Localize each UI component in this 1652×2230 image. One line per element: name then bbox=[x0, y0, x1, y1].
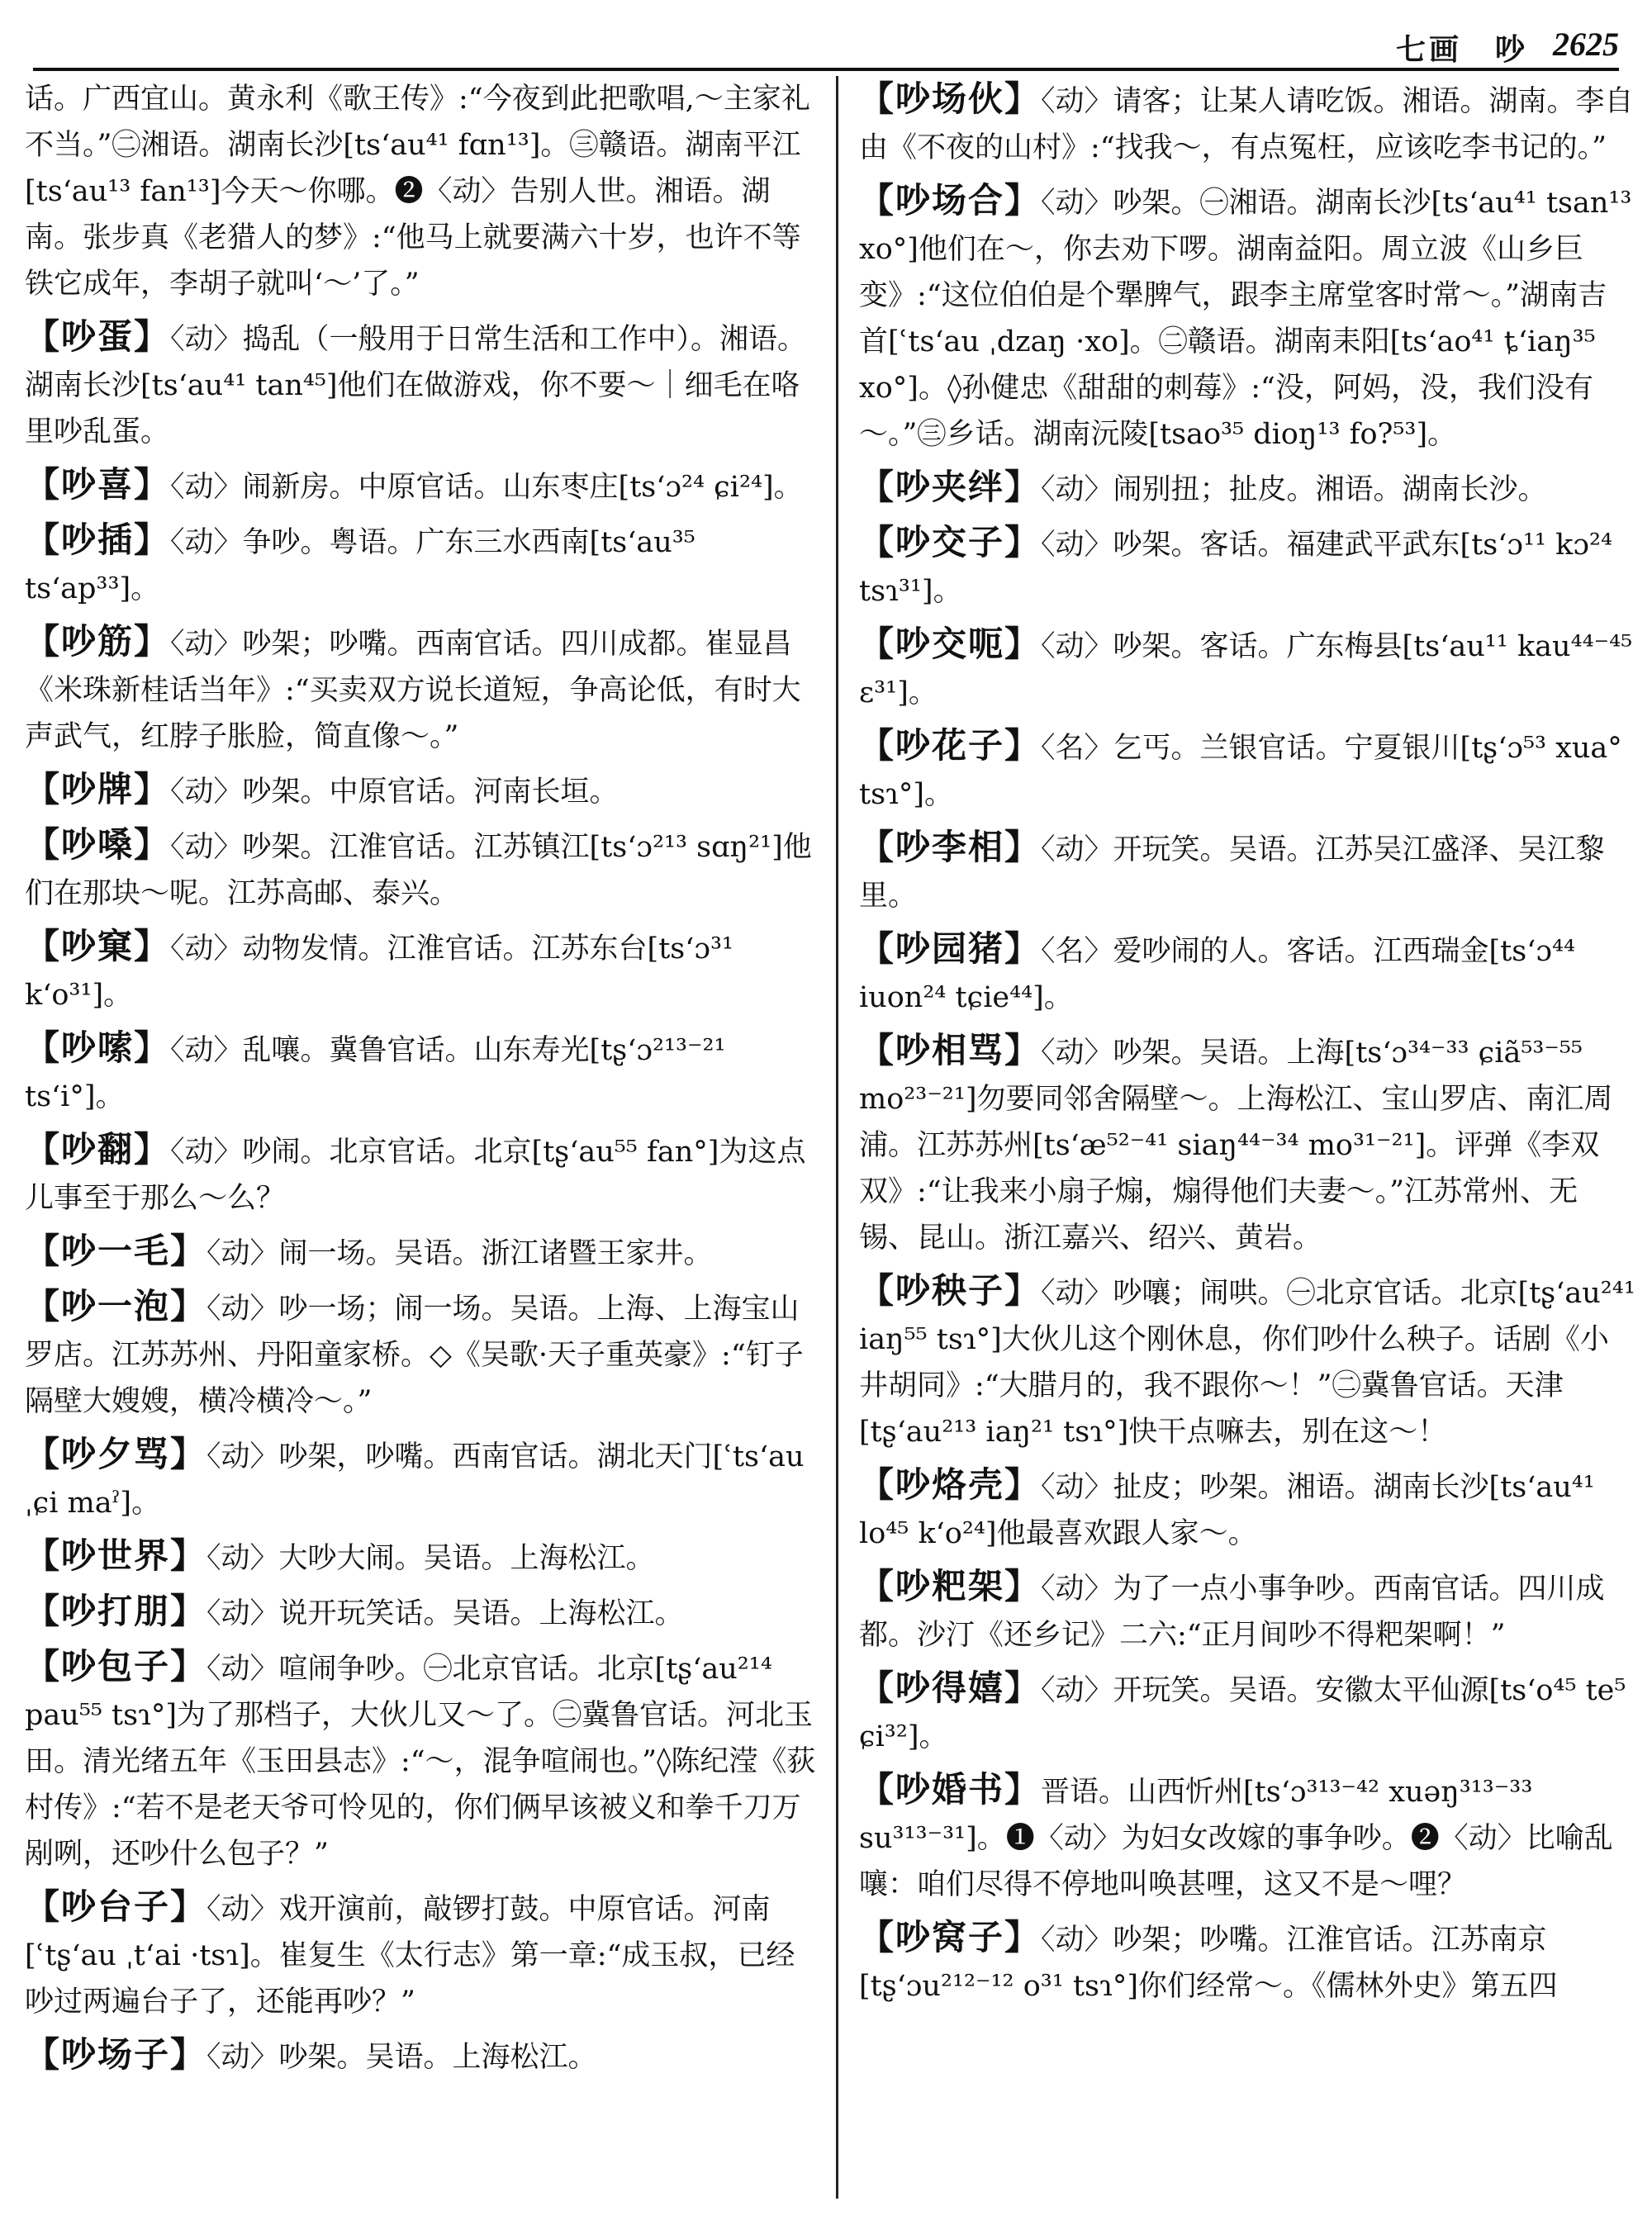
entry-definition: 〈动〉吵架。客话。福建武平武东[ts‘ɔ¹¹ kɔ²⁴ tsɿ³¹]。 bbox=[859, 529, 1613, 608]
dictionary-entry bbox=[25, 619, 818, 760]
dictionary-entry bbox=[859, 1665, 1635, 1760]
entry-headword: 【 吵插 】 bbox=[25, 520, 170, 560]
entry-definition: 〈动〉吵架，吵嘴。西南官话。湖北天门[ʿts‘au ˌɕi maˀ]。 bbox=[25, 1440, 805, 1520]
dictionary-entry bbox=[859, 1462, 1635, 1557]
entry-definition: 〈动〉吵架；吵嘴。西南官话。四川成都。崔显昌《米珠新桂话当年》:“买卖双方说长道短，争高论低，有时大声武气，红脖子胀脸，简直像～。” bbox=[25, 628, 801, 753]
entry-definition: 〈动〉捣乱（一般用于日常生活和工作中）。湘语。湖南长沙[ts‘au⁴¹ tan⁴⁵]他们在做游戏，你不要～｜细毛在咯里吵乱蛋。 bbox=[25, 323, 807, 448]
entry-headword: 【 吵秧子 】 bbox=[859, 1270, 1041, 1311]
entry-definition: 〈动〉吵架。中原官话。河南长垣。 bbox=[170, 776, 619, 809]
page-header bbox=[33, 18, 1619, 71]
dictionary-entry bbox=[25, 2032, 818, 2081]
entry-definition: 〈动〉乱嚷。冀鲁官话。山东寿光[tʂ‘ɔ²¹³⁻²¹ ts‘i°]。 bbox=[25, 1034, 726, 1113]
entry-definition: 〈动〉吵一场；闹一场。吴语。上海、上海宝山罗店。江苏苏州、丹阳童家桥。◇《吴歌·天子重英豪》:“钉子隔壁大嫂嫂，横冷横冷～。” bbox=[25, 1293, 804, 1418]
dictionary-entry bbox=[859, 1268, 1635, 1455]
entry-headword: 【 吵嗦 】 bbox=[25, 1027, 170, 1068]
entry-headword: 【 吵烙壳 】 bbox=[859, 1464, 1041, 1505]
entry-definition: 〈名〉乞丐。兰银官话。宁夏银川[tʂ‘ɔ⁵³ xua° tsɿ°]。 bbox=[859, 732, 1622, 811]
entry-definition: 〈动〉开玩笑。吴语。安徽太平仙源[ts‘o⁴⁵ te⁵ ɕi³²]。 bbox=[859, 1674, 1626, 1753]
running-head: 七画 吵 bbox=[1395, 33, 1528, 67]
entry-definition: 〈动〉争吵。粤语。广东三水西南[ts‘au³⁵ ts‘ap³³]。 bbox=[25, 526, 695, 605]
right-column bbox=[859, 76, 1635, 2215]
entry-headword: 【 吵夹绊 】 bbox=[859, 467, 1041, 507]
page-number: 2625 bbox=[1553, 26, 1619, 63]
entry-definition: 〈动〉扯皮；吵架。湘语。湖南长沙[ts‘au⁴¹ lo⁴⁵ k‘o²⁴]他最喜欢跟人家～。 bbox=[859, 1471, 1595, 1550]
entry-headword: 【 吵花子 】 bbox=[859, 725, 1041, 766]
entry-definition: 〈动〉说开玩笑话。吴语。上海松江。 bbox=[206, 1597, 684, 1630]
dictionary-entry bbox=[25, 1884, 818, 2025]
dictionary-entry bbox=[25, 1533, 818, 1582]
entry-headword: 【 吵粑架 】 bbox=[859, 1566, 1041, 1606]
entry-headword: 【 吵牌 】 bbox=[25, 769, 170, 809]
entry-headword: 【 吵李相 】 bbox=[859, 827, 1041, 867]
dictionary-entry bbox=[859, 1914, 1635, 2009]
entry-definition: 〈动〉闹新房。中原官话。山东枣庄[ts‘ɔ²⁴ ɕi²⁴]。 bbox=[170, 471, 803, 504]
dictionary-entry bbox=[859, 926, 1635, 1021]
entry-headword: 【 吵筋 】 bbox=[25, 621, 170, 662]
entry-headword: 【 吵窝子 】 bbox=[859, 1917, 1041, 1957]
entry-headword: 【 吵交呃 】 bbox=[859, 624, 1041, 664]
dictionary-entry bbox=[859, 1027, 1635, 1261]
left-entries bbox=[25, 314, 818, 2081]
dictionary-entry bbox=[25, 462, 818, 510]
right-entries bbox=[859, 76, 1635, 2009]
entry-definition: 晋语。山西忻州[ts‘ɔ³¹³⁻⁴² xuəŋ³¹³⁻³³ su³¹³⁻³¹]。❶〈动〉为妇女改嫁的事争吵。❷〈动〉比喻乱嚷：咱们尽得不停地叫唤甚哩，这又不是～哩？ bbox=[859, 1776, 1613, 1901]
entry-definition: 〈动〉开玩笑。吴语。江苏吴江盛泽、吴江黎里。 bbox=[859, 833, 1605, 913]
entry-headword: 【 吵台子 】 bbox=[25, 1886, 206, 1927]
dictionary-entry bbox=[859, 824, 1635, 919]
entry-headword: 【 吵夕骂 】 bbox=[25, 1434, 206, 1474]
entry-definition: 〈动〉吵闹。北京官话。北京[tʂ‘au⁵⁵ fan°]为这点儿事至于那么～么？ bbox=[25, 1136, 806, 1215]
entry-definition: 〈动〉戏开演前，敲锣打鼓。中原官话。河南[ʿtʂ‘au ˌt‘ai ·tsɿ]。崔复生《太行志》第一章:“成玉叔，已经吵过两遍台子了，还能再吵？” bbox=[25, 1893, 795, 2019]
entry-headword: 【 吵包子 】 bbox=[25, 1646, 206, 1687]
dictionary-entry bbox=[25, 1283, 818, 1425]
entry-headword: 【 吵园猪 】 bbox=[859, 928, 1041, 969]
dictionary-entry bbox=[25, 1025, 818, 1120]
entry-headword: 【 吵世界 】 bbox=[25, 1535, 206, 1576]
dictionary-entry bbox=[859, 76, 1635, 171]
dictionary-entry bbox=[859, 464, 1635, 513]
dictionary-entry bbox=[859, 1767, 1635, 1908]
entry-definition: 〈动〉大吵大闹。吴语。上海松江。 bbox=[206, 1542, 655, 1575]
dictionary-entry bbox=[859, 1563, 1635, 1658]
entry-headword: 【 吵相骂 】 bbox=[859, 1030, 1041, 1070]
dictionary-entry bbox=[25, 822, 818, 917]
entry-headword: 【 吵打朋 】 bbox=[25, 1591, 206, 1631]
entry-headword: 【 吵一泡 】 bbox=[25, 1286, 206, 1326]
entry-definition: 〈动〉吵架。吴语。上海松江。 bbox=[206, 2041, 597, 2074]
entry-definition: 〈名〉爱吵闹的人。客话。江西瑞金[ts‘ɔ⁴⁴ iuon²⁴ tɕie⁴⁴]。 bbox=[859, 935, 1576, 1014]
dictionary-entry bbox=[25, 1431, 818, 1526]
entry-headword: 【 吵一毛 】 bbox=[25, 1231, 206, 1271]
entry-definition: 〈动〉闹一场。吴语。浙江诸暨王家井。 bbox=[206, 1237, 713, 1270]
entry-headword: 【 吵嗓 】 bbox=[25, 824, 170, 865]
entry-headword: 【 吵交子 】 bbox=[859, 522, 1041, 562]
left-column bbox=[25, 76, 818, 2215]
entry-definition: 〈动〉动物发情。江淮官话。江苏东台[ts‘ɔ³¹ k‘o³¹]。 bbox=[25, 932, 734, 1012]
dictionary-entry bbox=[25, 923, 818, 1018]
entry-headword: 【 吵喜 】 bbox=[25, 464, 170, 505]
entry-definition: 〈动〉为了一点小事争吵。西南官话。四川成都。沙汀《还乡记》二六:“正月间吵不得粑架啊！” bbox=[859, 1573, 1605, 1652]
dictionary-entry bbox=[25, 1127, 818, 1222]
dictionary-entry bbox=[859, 723, 1635, 818]
entry-definition: 〈动〉吵架；吵嘴。江淮官话。江苏南京[tʂ‘ɔu²¹²⁻¹² o³¹ tsɿ°]你们经常～。《儒林外史》第五四 bbox=[859, 1924, 1558, 2003]
dictionary-entry bbox=[25, 1588, 818, 1637]
dictionary-entry bbox=[25, 1228, 818, 1277]
entry-definition: 〈动〉吵架。吴语。上海[ts‘ɔ³⁴⁻³³ ɕiã⁵³⁻⁵⁵ mo²³⁻²¹]勿要同邻舍隔壁～。上海松江、宝山罗店、南汇周浦。江苏苏州[ts‘æ⁵²⁻⁴¹ siaŋ⁴⁴⁻³⁴ mo³¹⁻²¹]。评弹《李双双》:“让我来小扇子煽，煽得他们夫妻～。”江苏常州、无锡、昆山。浙江嘉兴、绍兴、黄岩。 bbox=[859, 1037, 1613, 1255]
entry-definition: 〈动〉吵架。㊀湘语。湖南长沙[ts‘au⁴¹ tsan¹³ xo°]他们在～，你去劝下啰。湖南益阳。周立波《山乡巨变》:“这位伯伯是个犟脾气，跟李主席堂客时常～。”湖南吉首[ʿts‘au ˌdzaŋ ·xo]。㊁赣语。湖南耒阳[ts‘ao⁴¹ ȶ‘iaŋ³⁵ xo°]。◊孙健忠《甜甜的刺莓》:“没，阿妈，没，我们没有～。”㊂乡话。湖南沅陵[tsao³⁵ dioŋ¹³ fo?⁵³]。 bbox=[859, 187, 1632, 451]
dictionary-entry bbox=[859, 621, 1635, 716]
entry-headword: 【 吵场子 】 bbox=[25, 2034, 206, 2075]
entry-headword: 【 吵场伙 】 bbox=[859, 78, 1041, 119]
dictionary-entry bbox=[859, 178, 1635, 458]
entry-definition: 〈动〉吵嚷；闹哄。㊀北京官话。北京[tʂ‘au²⁴¹ iaŋ⁵⁵ tsɿ°]大伙儿这个刚休息，你们吵什么秧子。话剧《小井胡同》:“大腊月的，我不跟你～！”㊁冀鲁官话。天津[tʂ‘au²¹³ iaŋ²¹ tsɿ°]快干点嘛去，别在这～！ bbox=[859, 1277, 1635, 1449]
dictionary-entry bbox=[859, 520, 1635, 614]
entry-headword: 【 吵婚书 】 bbox=[859, 1769, 1041, 1810]
entry-definition: 〈动〉喧闹争吵。㊀北京官话。北京[tʂ‘au²¹⁴ pau⁵⁵ tsɿ°]为了那档子，大伙儿又～了。㊁冀鲁官话。河北玉田。清光绪五年《玉田县志》:“～，混争喧闹也。”◊陈纪滢《荻村传》:“若不是老天爷可怜见的，你们俩早该被义和拳千刀万剐咧，还吵什么包子？” bbox=[25, 1653, 816, 1871]
entry-definition: 〈动〉吵架。江淮官话。江苏镇江[ts‘ɔ²¹³ sɑŋ²¹]他们在那块～呢。江苏高邮、泰兴。 bbox=[25, 831, 812, 910]
entry-definition: 〈动〉请客；让某人请吃饭。湘语。湖南。李自由《不夜的山村》:“找我～，有点冤枉，应该吃李书记的。” bbox=[859, 85, 1634, 164]
dictionary-entry bbox=[25, 517, 818, 612]
dictionary-entry bbox=[25, 314, 818, 455]
entry-headword: 【 吵得嬉 】 bbox=[859, 1668, 1041, 1708]
entry-headword: 【 吵翻 】 bbox=[25, 1129, 170, 1170]
entry-headword: 【 吵蛋 】 bbox=[25, 316, 170, 357]
entry-definition: 〈动〉闹别扭；扯皮。湘语。湖南长沙。 bbox=[1041, 473, 1547, 506]
entry-headword: 【 吵场合 】 bbox=[859, 180, 1041, 221]
entry-headword: 【 吵窠 】 bbox=[25, 926, 170, 966]
entry-definition: 〈动〉吵架。客话。广东梅县[ts‘au¹¹ kau⁴⁴⁻⁴⁵ ɛ³¹]。 bbox=[859, 630, 1633, 709]
continued-entry-text: 话。广西宜山。黄永利《歌王传》:“今夜到此把歌唱,～主家礼不当。”㊁湘语。湖南长沙[ts‘au⁴¹ fɑn¹³]。㊂赣语。湖南平江[ts‘au¹³ fan¹³]今天～你哪。❷〈动〉告别人世。湘语。湖南。张步真《老猎人的梦》:“他马上就要满六十岁，也许不等铁它成年，李胡子就叫‘～’了。” bbox=[25, 83, 810, 301]
column-divider bbox=[836, 76, 838, 2199]
dictionary-entry bbox=[25, 1644, 818, 1877]
dictionary-entry bbox=[25, 766, 818, 815]
